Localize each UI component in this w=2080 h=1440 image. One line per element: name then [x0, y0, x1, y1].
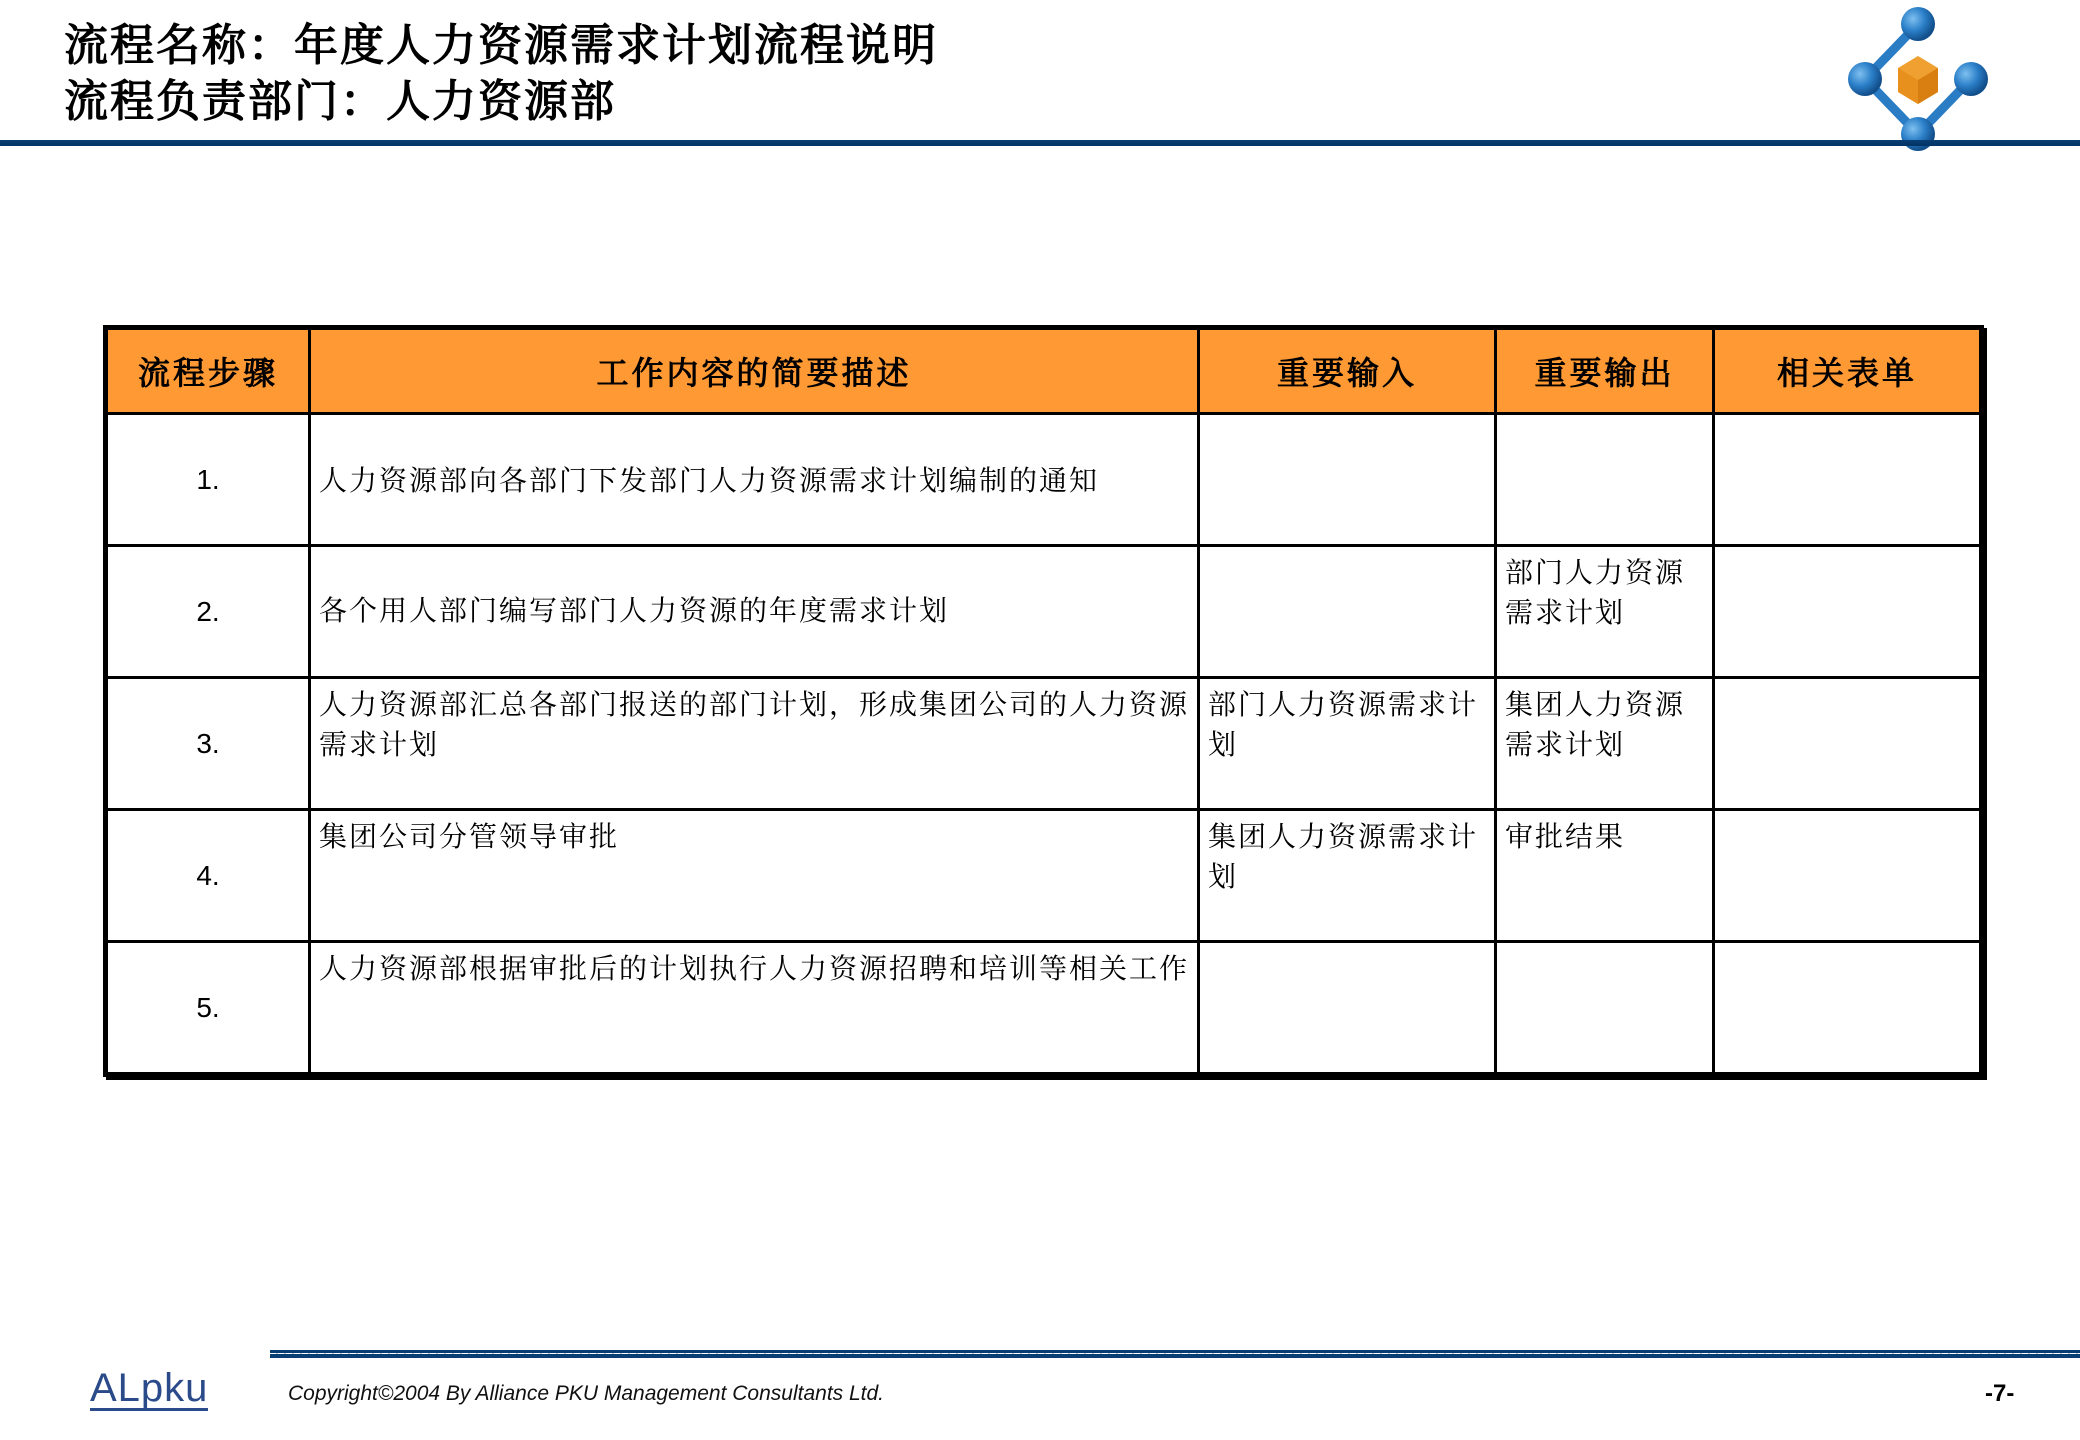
step-number: 3. — [106, 678, 310, 810]
forms-cell — [1714, 942, 1982, 1075]
column-header-step: 流程步骤 — [106, 328, 310, 414]
title-block — [64, 18, 938, 130]
process-name-title: 流程名称：年度人力资源需求计划流程说明 — [64, 20, 938, 71]
forms-text — [1715, 811, 1979, 817]
input-text — [1200, 415, 1494, 421]
input-text — [1200, 943, 1494, 949]
forms-cell — [1714, 678, 1982, 810]
column-header-forms: 相关表单 — [1714, 328, 1982, 414]
step-number: 5. — [106, 942, 310, 1075]
description-text: 人力资源部根据审批后的计划执行人力资源招聘和培训等相关工作 — [319, 952, 1190, 985]
step-number: 4. — [106, 810, 310, 942]
step-number: 2. — [106, 546, 310, 678]
output-text: 集团人力资源需求计划 — [1505, 688, 1686, 761]
table-row — [106, 942, 1982, 1075]
alpku-logo: ALpku — [90, 1366, 209, 1410]
output-text — [1497, 415, 1712, 421]
description-text: 人力资源部向各部门下发部门人力资源需求计划编制的通知 — [319, 464, 1100, 497]
output-cell — [1496, 678, 1714, 810]
forms-text — [1715, 943, 1979, 949]
table-row — [106, 414, 1982, 546]
column-header-output: 重要输出 — [1496, 328, 1714, 414]
input-cell — [1199, 678, 1496, 810]
molecule-logo-icon — [1838, 4, 1998, 154]
input-cell — [1199, 810, 1496, 942]
description-text: 集团公司分管领导审批 — [319, 820, 620, 853]
description-cell — [310, 414, 1199, 546]
output-text — [1497, 943, 1712, 949]
input-text: 集团人力资源需求计划 — [1208, 820, 1479, 893]
output-cell — [1496, 942, 1714, 1075]
forms-cell — [1714, 546, 1982, 678]
output-cell — [1496, 810, 1714, 942]
description-cell — [310, 810, 1199, 942]
process-table — [103, 325, 1984, 1077]
page-number: -7- — [1985, 1380, 2015, 1407]
description-cell — [310, 942, 1199, 1075]
output-text: 审批结果 — [1505, 820, 1626, 853]
table-row — [106, 678, 1982, 810]
step-number: 1. — [106, 414, 310, 546]
header-divider — [0, 140, 2080, 146]
forms-cell — [1714, 414, 1982, 546]
copyright-text: Copyright©2004 By Alliance PKU Management Consultants Ltd. — [288, 1382, 885, 1405]
input-cell — [1199, 414, 1496, 546]
input-cell — [1199, 942, 1496, 1075]
input-text — [1200, 547, 1494, 553]
description-cell — [310, 546, 1199, 678]
table-header-row — [106, 328, 1982, 414]
forms-text — [1715, 415, 1979, 421]
input-text: 部门人力资源需求计划 — [1208, 688, 1479, 761]
output-cell — [1496, 546, 1714, 678]
description-cell — [310, 678, 1199, 810]
description-text: 人力资源部汇总各部门报送的部门计划，形成集团公司的人力资源需求计划 — [319, 688, 1190, 761]
footer-divider — [270, 1350, 2080, 1358]
column-header-input: 重要输入 — [1199, 328, 1496, 414]
output-text: 部门人力资源需求计划 — [1505, 556, 1686, 629]
description-text: 各个用人部门编写部门人力资源的年度需求计划 — [319, 594, 950, 627]
input-cell — [1199, 546, 1496, 678]
table-row — [106, 810, 1982, 942]
forms-text — [1715, 679, 1979, 685]
output-cell — [1496, 414, 1714, 546]
column-header-description: 工作内容的简要描述 — [310, 328, 1199, 414]
forms-text — [1715, 547, 1979, 553]
responsible-department-title: 流程负责部门：人力资源部 — [64, 76, 616, 127]
table-row — [106, 546, 1982, 678]
forms-cell — [1714, 810, 1982, 942]
